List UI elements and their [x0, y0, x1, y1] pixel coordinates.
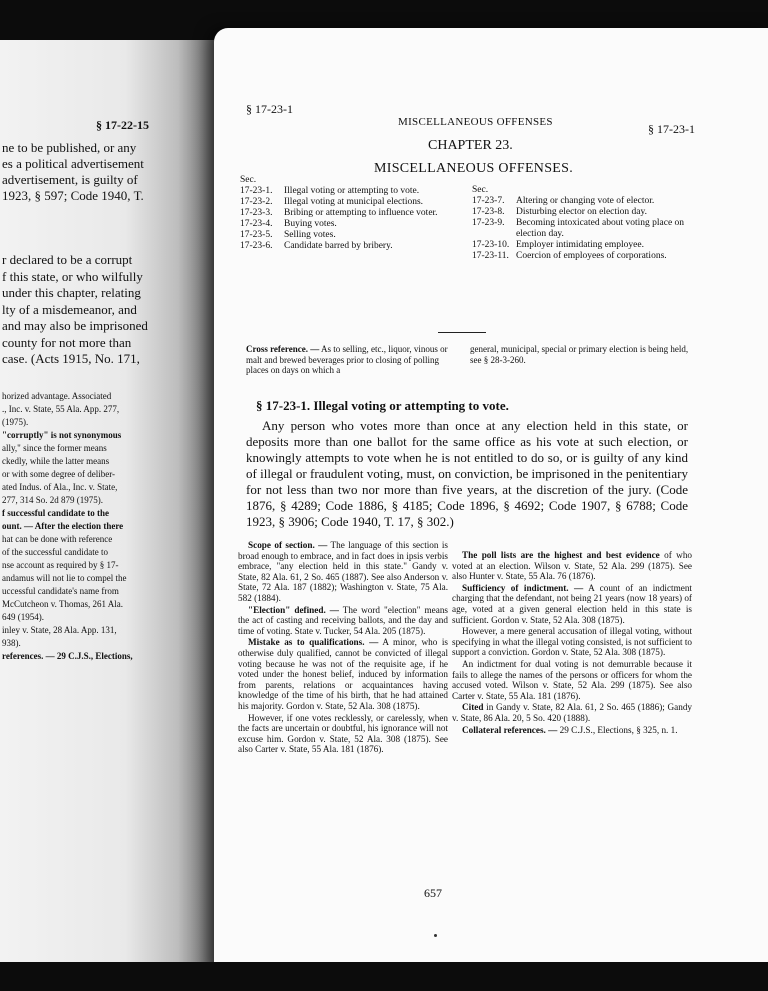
toc-entry — [240, 186, 472, 197]
toc-entry — [472, 240, 704, 251]
annotation-text: The word "election" means the act of casting and receiving ballots, and the day and time of voting. State v. Tucker, 54 Ala. 205 (1875). — [238, 604, 448, 636]
page-number: 657 — [424, 886, 442, 900]
toc-entry-number: 17-23-7. — [472, 196, 505, 206]
toc-entry — [240, 230, 472, 241]
text-line: McCutcheon v. Thomas, 261 Ala. — [2, 599, 123, 609]
text-line: and may also be imprisoned — [2, 318, 148, 333]
text-line: 277, 314 So. 2d 879 (1975). — [2, 495, 103, 505]
text-line: "corruptly" is not synonymous — [2, 430, 122, 440]
text-line: hat can be done with reference — [2, 534, 113, 544]
annotation-lead: Cited — [462, 702, 484, 713]
toc-entry — [472, 207, 704, 218]
annotation-lead: Scope of section. — — [248, 540, 328, 550]
text-line: advertisement, is guilty of — [2, 172, 138, 187]
annotation-text: However, if one votes recklessly, or carelessly, when the facts are uncertain or doubtful, his ignorance will not excuse him. Gordon v. State, 52 Ala. 308 (1875). See also Carter v. State, 55 Ala. 181 (1876). — [238, 712, 448, 755]
toc-entry-number: 17-23-10. — [472, 240, 510, 250]
toc-entry-number: 17-23-8. — [472, 207, 505, 217]
toc-sec-label: Sec. — [472, 185, 489, 195]
annotation-lead: The poll lists are the highest and best evidence — [462, 550, 660, 560]
cross-reference-right: general, municipal, special or primary election is being held, see § 28-3-260. — [470, 344, 689, 365]
annotation-paragraph — [238, 713, 448, 755]
text-line: nse account as required by § 17- — [2, 560, 119, 570]
toc-entry — [240, 208, 472, 219]
toc-entry-number: 17-23-5. — [240, 230, 273, 240]
text-line: ally," since the former means — [2, 443, 107, 453]
toc-entry — [472, 251, 704, 262]
cross-reference-left — [246, 344, 456, 376]
annotation-text: The language of this section is broad enough to embrace, and in fact does in ipsis verbis embrace, "any election held in this state." Gandy v. State, 82 Ala. 61, 2 So. 465 (1887). See also Anderson v. State, 72 Ala. 187 (1882); Washington v. State, 75 Ala. 582 (1884). — [238, 540, 448, 603]
left-page — [0, 40, 228, 962]
text-line: inley v. State, 28 Ala. App. 131, — [2, 625, 117, 635]
annotation-paragraph — [452, 659, 692, 701]
toc-entry-title: Disturbing elector on election day. — [516, 207, 648, 217]
chapter-number: CHAPTER 23. — [428, 138, 513, 153]
scan-speck — [434, 934, 437, 937]
toc-right-column — [472, 185, 704, 262]
right-page — [214, 28, 768, 972]
annotation-lead: Mistake as to qualifications. — — [248, 637, 379, 648]
text-line: (1975). — [2, 417, 29, 427]
text-line: ated Indus. of Ala., Inc. v. State, — [2, 482, 118, 492]
text-line: ount. — After the election there — [2, 521, 124, 531]
annotation-text: in Gandy v. State, 82 Ala. 61, 2 So. 465 (1886); Gandy v. State, 86 Ala. 20, 5 So. 420 (1888). — [452, 702, 693, 723]
text-line: county for not more than — [2, 334, 132, 350]
running-header-section-right: § 17-23-1 — [648, 122, 695, 136]
toc-entry-title: Illegal voting at municipal elections. — [284, 197, 424, 207]
text-line: 649 (1954). — [2, 612, 44, 622]
toc-entry-title: Employer intimidating employee. — [516, 240, 644, 250]
toc-left-column — [240, 175, 472, 252]
running-header-title: MISCELLANEOUS OFFENSES — [398, 116, 553, 128]
toc-entry-title: Altering or changing vote of elector. — [516, 196, 655, 206]
section-body: Any person who votes more than once at any election held in this state, or deposits more than one ballot for the same office as his vote at such election, or knowingly attempts to vote when he is not entitled to do so, or is guilty of any kind of illegal or fraudulent voting, must, on conviction, be imprisoned in the penitentiary for not less than two nor more than five years, at the discretion of the jury. (Code 1876, § 4289; Code 1886, § 4185; Code 1896, § 4692; Code 1907, § 6788; Code 1923, § 3906; Code 1940, T. 17, § 302.) — [246, 418, 688, 529]
annotation-text: However, a mere general accusation of illegal voting, without specifying in what the illegal voting consisted, is not sufficient to support a conviction. Gordon v. State, 52 Ala. 308 (1875). — [452, 626, 692, 658]
toc-entry-title: Buying votes. — [284, 219, 337, 229]
left-page-header: § 17-22-15 — [96, 118, 149, 132]
text-line: horized advantage. Associated — [2, 391, 112, 401]
toc-entry-number: 17-23-9. — [472, 218, 505, 228]
cross-reference-lead: Cross reference. — — [246, 344, 320, 354]
text-line: r declared to be a corrupt — [2, 252, 133, 267]
annotation-text: A minor, who is otherwise duly qualified, cannot be convicted of illegal voting because he was not of the requisite age, if he voted under the honest belief, induced by information from parents, relations or acquaintances having knowledge of the time of his birth, that he had attained his majority. Gordon v. State, 52 Ala. 308 (1875). — [238, 637, 448, 711]
annotation-paragraph — [452, 725, 692, 736]
cross-reference-text: As to selling, etc., liquor, vinous or malt and brewed beverages prior to closing of polling places on days on which a — [246, 344, 448, 375]
text-line: es a political advertisement — [2, 156, 144, 171]
annotation-text: A count of an indictment charging that the defendant, not being 21 years (now 18 years) of age, voted at a given general election held in this state is sufficient. Gordon v. State, 52 Ala. 308 (1875). — [452, 582, 692, 625]
text-line: or with some degree of deliber- — [2, 469, 116, 479]
toc-entry — [240, 219, 472, 230]
toc-entry-title: Becoming intoxicated about voting place on election day. — [516, 218, 685, 239]
toc-entry-number: 17-23-6. — [240, 241, 273, 251]
text-line: 938). — [2, 638, 21, 648]
toc-entry-number: 17-23-2. — [240, 197, 273, 207]
toc-entry — [240, 241, 472, 252]
toc-entry — [240, 197, 472, 208]
toc-entry-title: Illegal voting or attempting to vote. — [284, 186, 420, 196]
annotation-lead: Sufficiency of indictment. — — [462, 582, 584, 593]
annotation-paragraph — [238, 605, 448, 637]
text-line: f successful candidate to the — [2, 508, 109, 518]
text-line: f this state, or who wilfully — [2, 268, 143, 284]
toc-entry-number: 17-23-1. — [240, 186, 273, 196]
toc-entry-title: Selling votes. — [284, 230, 336, 240]
toc-entry-title: Candidate barred by bribery. — [284, 241, 393, 251]
chapter-title: MISCELLANEOUS OFFENSES. — [374, 161, 574, 176]
annotation-lead: Collateral references. — — [462, 724, 558, 735]
toc-entry-title: Coercion of employees of corporations. — [516, 251, 667, 261]
text-line: lty of a misdemeanor, and — [2, 301, 137, 317]
annotation-paragraph — [238, 540, 448, 604]
text-line: case. (Acts 1915, No. 171, — [2, 351, 140, 366]
text-line: of the successful candidate to — [2, 547, 108, 557]
annotations-left-column — [238, 540, 448, 756]
text-line: references. — 29 C.J.S., Elections, — [2, 651, 133, 661]
annotation-paragraph — [452, 702, 692, 723]
annotation-text: 29 C.J.S., Elections, § 325, n. 1. — [559, 724, 678, 735]
text-line: 1923, § 597; Code 1940, T. — [2, 188, 144, 203]
toc-entry-number: 17-23-11. — [472, 251, 509, 261]
toc-entry — [472, 196, 704, 207]
annotation-lead: "Election" defined. — — [248, 604, 339, 615]
annotation-paragraph — [452, 626, 692, 658]
text-line: andamus will not lie to compel the — [2, 573, 127, 583]
text-line: ckedly, while the latter means — [2, 456, 110, 466]
section-heading: § 17-23-1. Illegal voting or attempting to vote. — [256, 398, 509, 413]
annotation-paragraph — [452, 583, 692, 625]
toc-entry-number: 17-23-4. — [240, 219, 273, 229]
annotations-right-column — [452, 550, 692, 736]
toc-entry-number: 17-23-3. — [240, 208, 273, 218]
annotation-text: of who voted at an election. Wilson v. State, 52 Ala. 299 (1875). See also Hunter v. State, 55 Ala. 76 (1876). — [452, 550, 693, 582]
text-line: uccessful candidate's name from — [2, 586, 119, 596]
left-page-annotations — [2, 390, 133, 663]
annotation-text: An indictment for dual voting is not demurrable because it fails to allege the names of the persons or officers for whom the accused voted. Wilson v. State, 52 Ala. 299 (1875). See also Carter v. State, 55 Ala. 181 (1876). — [452, 658, 692, 701]
left-page-top-text — [2, 140, 144, 204]
left-page-middle-text — [2, 252, 148, 368]
running-header-section: § 17-23-1 — [246, 102, 293, 116]
toc-sec-label: Sec. — [240, 175, 257, 185]
section-divider — [438, 332, 486, 333]
annotation-paragraph — [452, 550, 692, 582]
scan-bottom-border — [0, 962, 768, 991]
text-line: ., Inc. v. State, 55 Ala. App. 277, — [2, 404, 120, 414]
text-line: under this chapter, relating — [2, 285, 141, 300]
annotation-paragraph — [238, 637, 448, 711]
text-line: ne to be published, or any — [2, 140, 137, 155]
toc-entry — [472, 218, 704, 240]
toc-entry-title: Bribing or attempting to influence voter. — [284, 208, 438, 218]
